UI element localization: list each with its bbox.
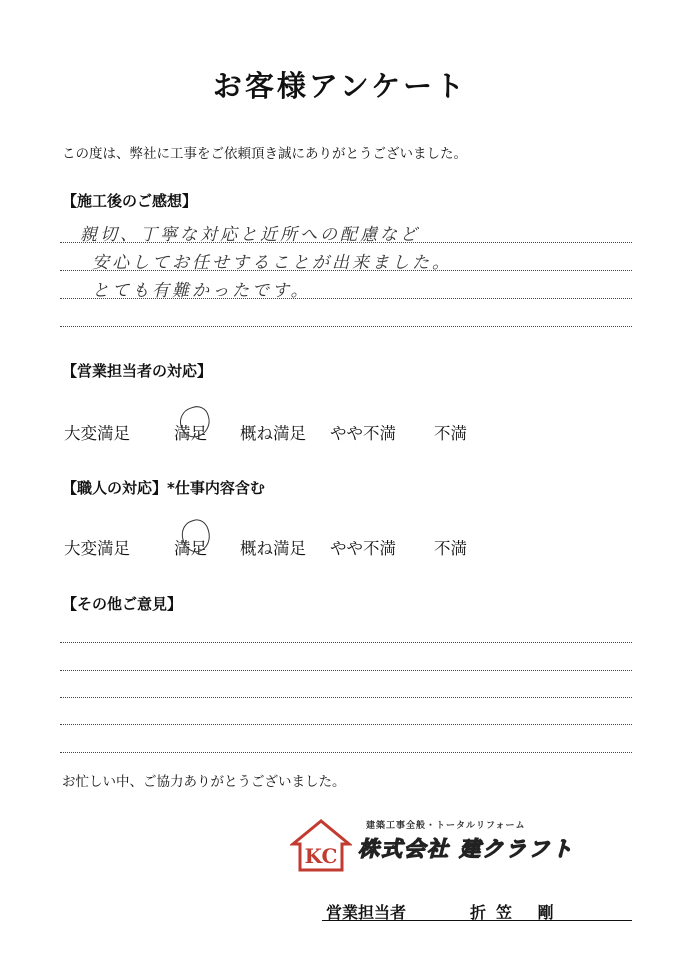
sales-option-mostly-satisfied[interactable]: 概ね満足 [240,424,306,443]
craftsman-option-very-satisfied[interactable]: 大変満足 [64,539,130,558]
craftsman-heading: 【職人の対応】*仕事内容含む [62,479,265,497]
impressions-heading: 【施工後のご感想】 [62,192,198,210]
answer-line [60,642,632,643]
answer-line [60,326,632,327]
answer-line [60,752,632,753]
other-heading: 【その他ご意見】 [62,595,183,613]
sales-option-satisfied[interactable]: 満足 [174,424,207,443]
craftsman-option-mostly-satisfied[interactable]: 概ね満足 [240,539,306,558]
craftsman-option-somewhat-dissatisfied[interactable]: やや不満 [330,539,396,558]
logo-letters: KC [304,844,338,868]
sales-rep-label: 営業担当者 [326,903,407,922]
impressions-line-2: 安心してお任せすることが出来ました。 [92,253,452,273]
company-tagline: 建築工事全般・トータルリフォーム [366,821,526,831]
company-logo [290,818,620,872]
answer-line [60,697,632,698]
answer-line [60,242,632,243]
company-name: 株式会社 建クラフト [358,837,575,861]
sales-rep-name: 折笠 剛 [470,903,564,922]
kc-house-icon [290,818,352,872]
intro-text: この度は、弊社に工事をご依頼頂き誠にありがとうございました。 [62,146,467,162]
answer-line [60,670,632,671]
impressions-line-1: 親切、丁寧な対応と近所への配慮など [80,225,420,245]
impressions-line-3: とても有難かったです。 [92,281,311,301]
sales-option-very-satisfied[interactable]: 大変満足 [64,424,130,443]
answer-line [60,270,632,271]
page-title: お客様アンケート [212,69,468,103]
craftsman-option-dissatisfied[interactable]: 不満 [434,539,467,558]
answer-line [60,724,632,725]
craftsman-option-satisfied[interactable]: 満足 [174,539,207,558]
signature-underline [322,920,632,921]
closing-text: お忙しい中、ご協力ありがとうございました。 [62,774,346,790]
sales-heading: 【営業担当者の対応】 [62,362,213,380]
sales-option-dissatisfied[interactable]: 不満 [434,424,467,443]
answer-line [60,298,632,299]
sales-option-somewhat-dissatisfied[interactable]: やや不満 [330,424,396,443]
